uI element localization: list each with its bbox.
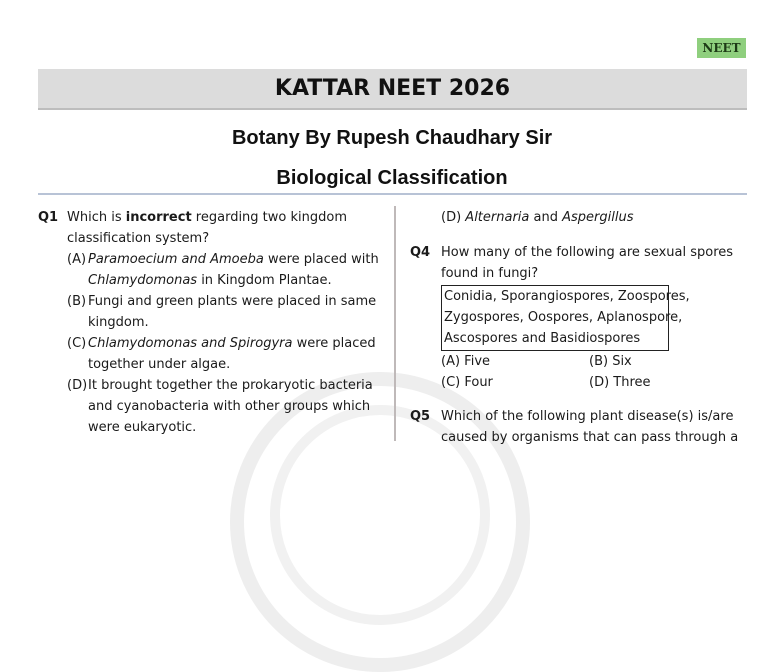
question-stem: How many of the following are sexual spores (441, 245, 734, 260)
option-label: (D) (67, 378, 88, 393)
option-d: and cyanobacteria with other groups which (88, 399, 371, 414)
question-stem: found in fungi? (441, 266, 539, 281)
option-d: (D) Alternaria and Aspergillus (441, 210, 634, 225)
option-label: (B) (67, 294, 87, 309)
question-stem: caused by organisms that can pass through a (441, 430, 739, 445)
option-b: kingdom. (88, 315, 149, 330)
option-a: Chlamydomonas in Kingdom Plantae. (88, 273, 332, 288)
option-c: together under algae. (88, 357, 231, 372)
option-label: (C) (67, 336, 87, 351)
option-d: It brought together the prokaryotic bacteria (88, 378, 373, 393)
option-d: were eukaryotic. (88, 420, 197, 435)
option-a: (A) Five (441, 354, 491, 369)
option-c: (C) Four (441, 375, 493, 390)
question-stem: Which of the following plant disease(s) is/are (441, 409, 734, 424)
option-b: Fungi and green plants were placed in same (88, 294, 377, 309)
option-c: Chlamydomonas and Spirogyra were placed (88, 336, 376, 351)
question-number: Q4 (410, 245, 431, 260)
question-stem: Which is incorrect regarding two kingdom (67, 210, 347, 225)
spore-list-line: Ascospores and Basidiospores (444, 331, 641, 346)
option-d: (D) Three (589, 375, 651, 390)
spore-list-line: Conidia, Sporangiospores, Zoospores, (444, 289, 690, 304)
option-b: (B) Six (589, 354, 632, 369)
chapter-heading: Biological Classification (276, 167, 508, 189)
spore-list-line: Zygospores, Oospores, Aplanospore, (444, 310, 683, 325)
question-stem: classification system? (67, 231, 210, 246)
question-number: Q1 (38, 210, 59, 225)
option-a: Paramoecium and Amoeba were placed with (88, 252, 379, 267)
column-divider (394, 206, 396, 441)
option-label: (A) (67, 252, 87, 267)
exam-badge: NEET (697, 38, 746, 58)
question-number: Q5 (410, 409, 431, 424)
subject-heading: Botany By Rupesh Chaudhary Sir (231, 127, 553, 149)
page-title: KATTAR NEET 2026 (38, 69, 747, 110)
header-rule (38, 193, 747, 195)
